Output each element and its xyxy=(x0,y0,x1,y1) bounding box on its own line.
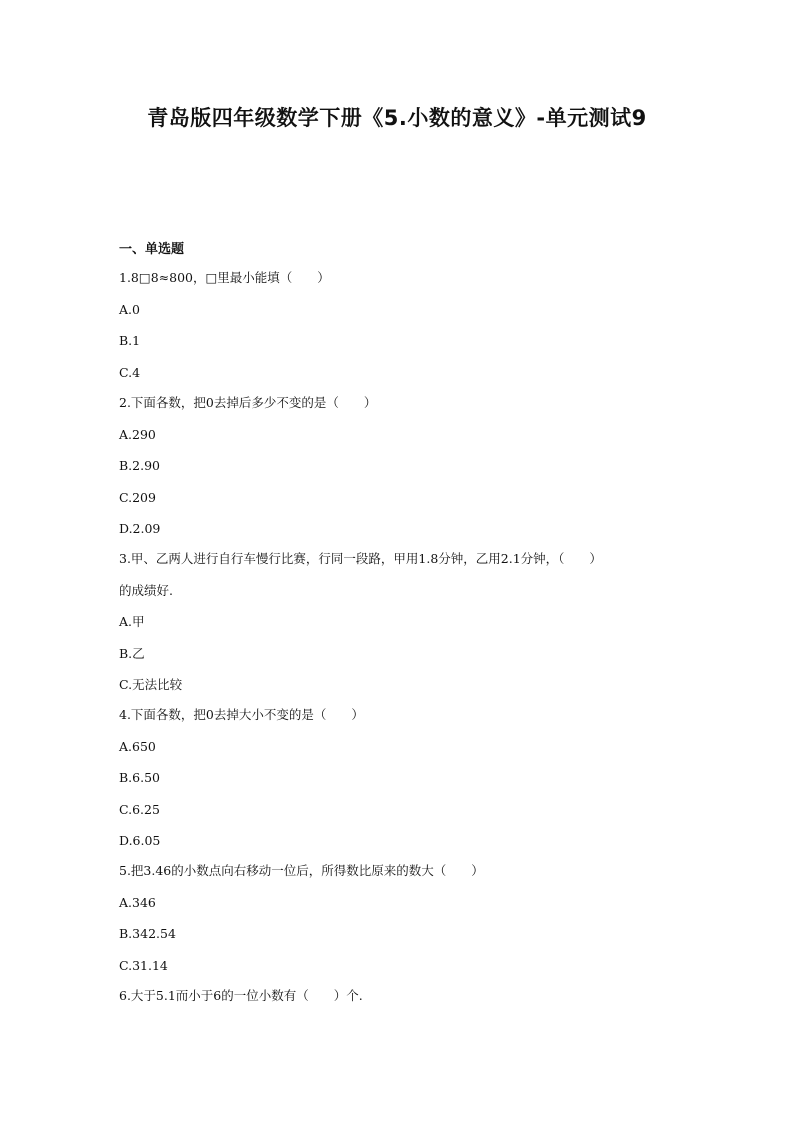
question-2-option-d: D.2.09 xyxy=(119,521,161,536)
question-1-stem: 1.8□8≈800，□里最小能填（ ） xyxy=(119,270,330,285)
question-3-option-b: B.乙 xyxy=(119,646,145,661)
section-heading: 一、单选题 xyxy=(119,242,185,257)
question-3-option-c: C.无法比较 xyxy=(119,677,183,692)
document-title: 青岛版四年级数学下册《5.小数的意义》-单元测试9 xyxy=(147,106,647,130)
question-5-option-c: C.31.14 xyxy=(119,958,168,973)
question-4-stem: 4.下面各数，把0去掉大小不变的是（ ） xyxy=(119,707,364,722)
question-6-stem: 6.大于5.1而小于6的一位小数有（ ）个. xyxy=(119,988,363,1003)
question-5-option-a: A.346 xyxy=(119,895,156,910)
question-1-option-a: A.0 xyxy=(119,302,140,317)
question-4-option-a: A.650 xyxy=(119,739,156,754)
question-1-option-c: C.4 xyxy=(119,365,141,380)
question-4-option-c: C.6.25 xyxy=(119,802,160,817)
question-2-option-a: A.290 xyxy=(119,427,156,442)
question-3-option-a: A.甲 xyxy=(119,614,145,629)
question-4-option-b: B.6.50 xyxy=(119,770,160,785)
question-2-option-c: C.209 xyxy=(119,490,156,505)
question-2-option-b: B.2.90 xyxy=(119,458,160,473)
question-4-option-d: D.6.05 xyxy=(119,833,161,848)
question-5-option-b: B.342.54 xyxy=(119,926,176,941)
question-3-stem: 3.甲、乙两人进行自行车慢行比赛，行同一段路，甲用1.8分钟，乙用2.1分钟，（ ） xyxy=(119,551,602,566)
question-2-stem: 2.下面各数，把0去掉后多少不变的是（ ） xyxy=(119,395,377,410)
question-5-stem: 5.把3.46的小数点向右移动一位后，所得数比原来的数大（ ） xyxy=(119,863,484,878)
question-3-stem-continued: 的成绩好. xyxy=(119,583,173,598)
question-1-option-b: B.1 xyxy=(119,333,141,348)
